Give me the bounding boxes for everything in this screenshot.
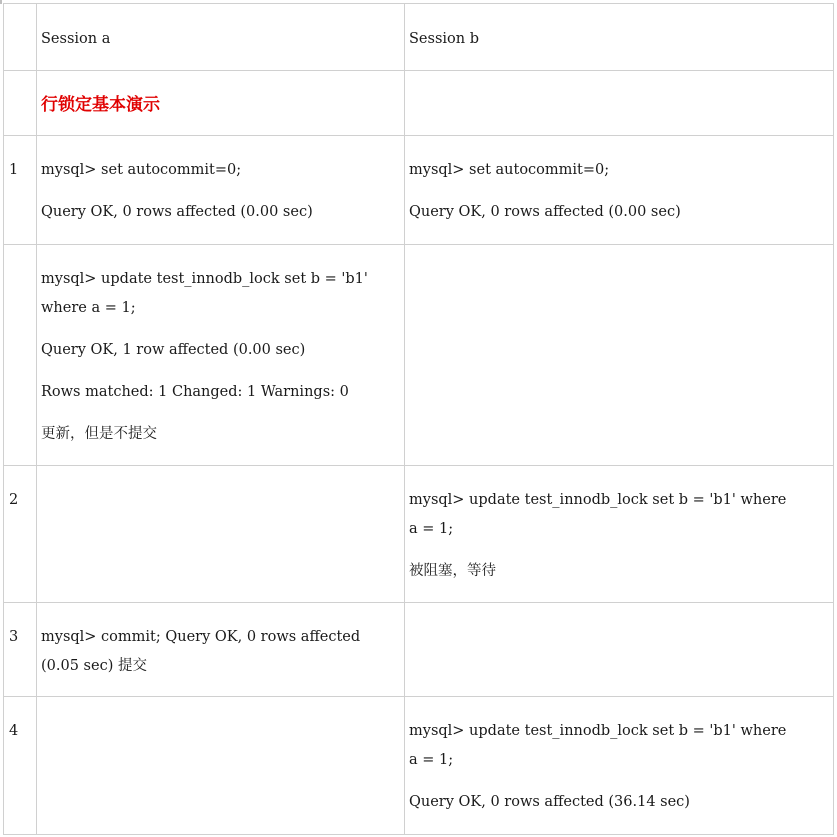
code-line: where a = 1; [41, 300, 136, 316]
step-cell [4, 697, 37, 835]
title-empty-cell [405, 71, 834, 136]
step-number: 4 [9, 723, 19, 739]
code-line: mysql> commit; Query OK, 0 rows affected [41, 629, 361, 645]
session-a-cell [37, 603, 405, 697]
session-a-heading: Session a [41, 31, 111, 47]
title-cell [37, 71, 405, 136]
header-session-a-cell [37, 4, 405, 71]
header-session-b-cell [405, 4, 834, 71]
step-cell [4, 136, 37, 245]
session-b-cell [405, 245, 834, 466]
session-b-cell [405, 136, 834, 245]
code-line: mysql> set autocommit=0; [409, 162, 610, 178]
note-line: 被阻塞，等待 [409, 563, 496, 579]
table-row [4, 136, 834, 245]
session-a-cell [37, 466, 405, 603]
step-number: 1 [9, 162, 19, 178]
session-a-cell [37, 136, 405, 245]
code-line: mysql> set autocommit=0; [41, 162, 242, 178]
session-b-cell [405, 697, 834, 835]
code-line: mysql> update test_innodb_lock set b = 'b1' where [409, 492, 787, 508]
title-row [4, 71, 834, 136]
table-row [4, 245, 834, 466]
code-line: mysql> update test_innodb_lock set b = 'b1' where [409, 723, 787, 739]
session-b-heading: Session b [409, 31, 479, 47]
code-line: a = 1; [409, 752, 454, 768]
table-row [4, 603, 834, 697]
code-line: (0.05 sec) 提交 [41, 658, 147, 674]
result-line: Query OK, 0 rows affected (0.00 sec) [409, 204, 681, 220]
step-number: 3 [9, 629, 19, 645]
demo-title: 行锁定基本演示 [41, 95, 160, 115]
session-a-cell [37, 245, 405, 466]
table-row [4, 466, 834, 603]
session-a-cell [37, 697, 405, 835]
corner-mark [0, 0, 2, 4]
step-cell [4, 245, 37, 466]
code-line: a = 1; [409, 521, 454, 537]
result-line: Query OK, 1 row affected (0.00 sec) [41, 342, 306, 358]
step-cell [4, 603, 37, 697]
header-row [4, 4, 834, 71]
result-line: Query OK, 0 rows affected (36.14 sec) [409, 794, 690, 810]
step-cell [4, 466, 37, 603]
session-b-cell [405, 603, 834, 697]
title-step-cell [4, 71, 37, 136]
step-number: 2 [9, 492, 19, 508]
session-b-cell [405, 466, 834, 603]
table-row [4, 697, 834, 835]
note-line: 更新，但是不提交 [41, 426, 157, 442]
code-line: mysql> update test_innodb_lock set b = 'b1' [41, 271, 368, 287]
result-line: Query OK, 0 rows affected (0.00 sec) [41, 204, 313, 220]
result-line: Rows matched: 1 Changed: 1 Warnings: 0 [41, 384, 349, 400]
session-comparison-table [3, 3, 834, 835]
header-step-cell [4, 4, 37, 71]
